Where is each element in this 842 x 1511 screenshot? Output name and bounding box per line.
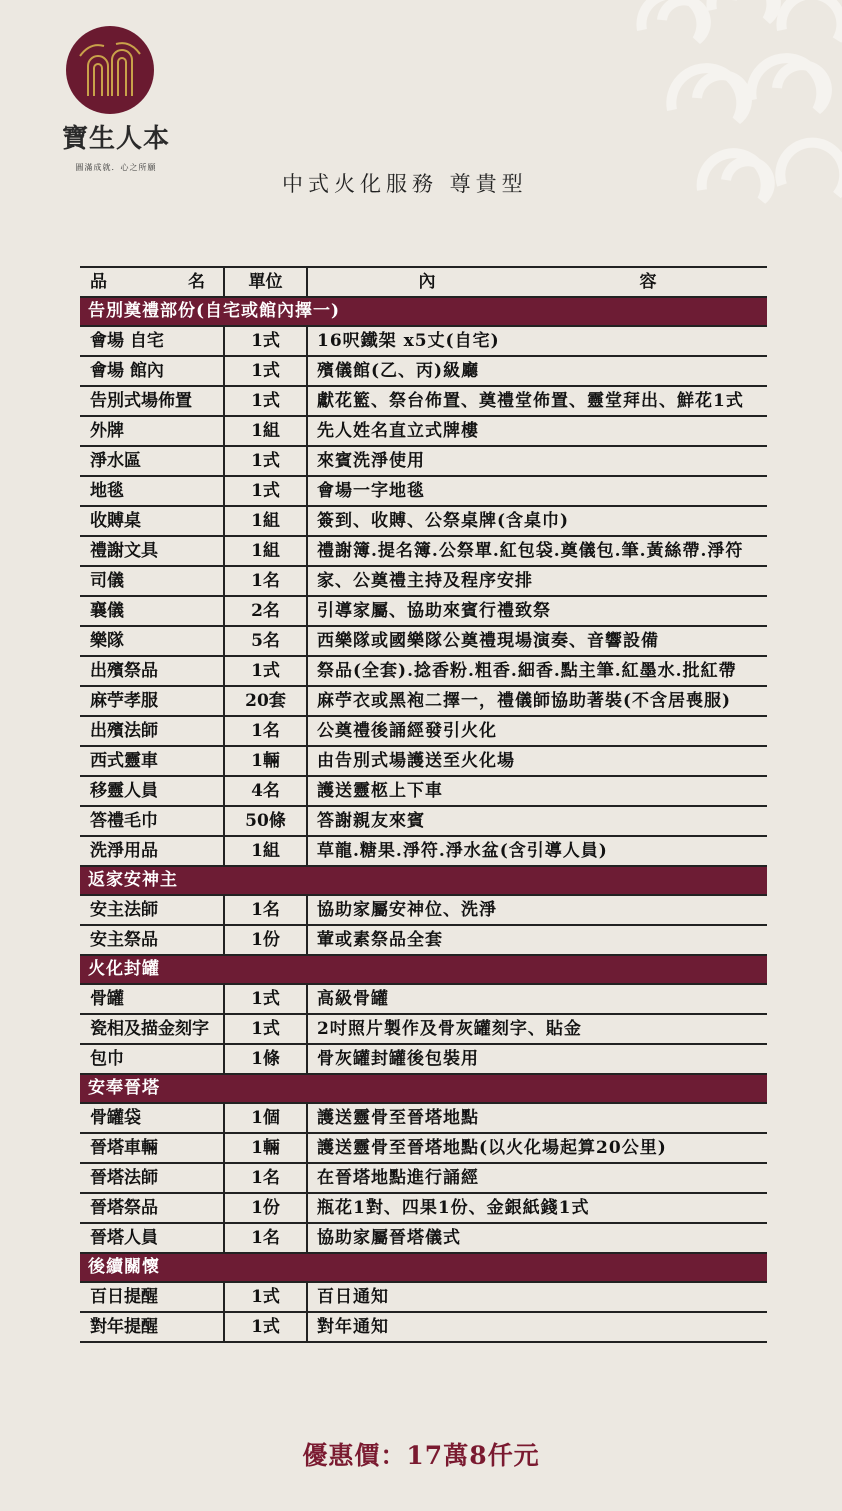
item-content: 草龍.糖果.淨符.淨水盆(含引導人員) <box>317 841 608 861</box>
item-name: 骨罐袋 <box>80 1104 225 1132</box>
brand-logo <box>56 26 176 186</box>
item-content: 引導家屬、協助來賓行禮致祭 <box>317 601 551 621</box>
item-name: 地毯 <box>80 477 225 505</box>
item-unit: 1式 <box>225 1283 308 1311</box>
item-unit: 1名 <box>225 567 308 595</box>
table-row <box>80 597 767 627</box>
item-content: 2吋照片製作及骨灰罐刻字、貼金 <box>317 1019 582 1039</box>
cloud-pattern-decoration <box>602 0 842 250</box>
item-content: 葷或素祭品全套 <box>317 930 443 950</box>
section-header: 返家安神主 <box>80 867 767 896</box>
discount-price: 優惠價：17萬8仟元 <box>302 1441 540 1470</box>
item-name: 收賻桌 <box>80 507 225 535</box>
item-name: 麻苧孝服 <box>80 687 225 715</box>
item-unit: 1組 <box>225 417 308 445</box>
item-unit: 1個 <box>225 1104 308 1132</box>
table-row <box>80 327 767 357</box>
table-row <box>80 926 767 956</box>
item-unit: 1名 <box>225 1164 308 1192</box>
item-name: 會場 自宅 <box>80 327 225 355</box>
service-table <box>80 266 767 1343</box>
item-content: 協助家屬晉塔儀式 <box>317 1228 461 1248</box>
section-header: 火化封罐 <box>80 956 767 985</box>
item-unit: 1式 <box>225 477 308 505</box>
item-name: 安主法師 <box>80 896 225 924</box>
item-content: 答謝親友來賓 <box>317 811 425 831</box>
item-unit: 1輛 <box>225 1134 308 1162</box>
item-unit: 1輛 <box>225 747 308 775</box>
header-content <box>308 268 767 296</box>
item-name: 瓷相及描金刻字 <box>80 1015 225 1043</box>
table-row <box>80 477 767 507</box>
item-unit: 1式 <box>225 357 308 385</box>
item-name: 外牌 <box>80 417 225 445</box>
table-row <box>80 837 767 867</box>
item-name: 晉塔法師 <box>80 1164 225 1192</box>
item-unit: 1名 <box>225 717 308 745</box>
header-item-char-1: 品 <box>90 272 107 292</box>
table-row <box>80 537 767 567</box>
table-row <box>80 1015 767 1045</box>
item-content: 簽到、收賻、公祭桌牌(含桌巾) <box>317 511 570 531</box>
header-unit: 單位 <box>225 268 308 296</box>
item-content: 來賓洗淨使用 <box>317 451 425 471</box>
table-row <box>80 985 767 1015</box>
item-content: 西樂隊或國樂隊公奠禮現場演奏、音響設備 <box>317 631 659 651</box>
table-row <box>80 1283 767 1313</box>
item-unit: 1組 <box>225 837 308 865</box>
table-row <box>80 1313 767 1343</box>
header-item <box>80 268 225 296</box>
section-header: 告別奠禮部份(自宅或館內擇一) <box>80 298 767 327</box>
item-name: 出殯祭品 <box>80 657 225 685</box>
table-row <box>80 896 767 926</box>
item-content: 護送靈骨至晉塔地點(以火化場起算20公里) <box>317 1138 667 1158</box>
item-content: 瓶花1對、四果1份、金銀紙錢1式 <box>317 1198 590 1218</box>
item-content: 護送靈柩上下車 <box>317 781 443 801</box>
table-row <box>80 807 767 837</box>
item-unit: 1式 <box>225 1313 308 1341</box>
item-unit: 1份 <box>225 926 308 954</box>
table-row <box>80 417 767 447</box>
logo-emblem <box>66 26 154 114</box>
item-content: 對年通知 <box>317 1317 389 1337</box>
item-unit: 1式 <box>225 657 308 685</box>
logo-swirl-icon <box>66 26 154 114</box>
brand-name: 寶生人本 <box>61 124 170 154</box>
item-unit: 20套 <box>225 687 308 715</box>
table-row <box>80 357 767 387</box>
item-unit: 50條 <box>225 807 308 835</box>
table-row <box>80 1045 767 1075</box>
item-name: 晉塔祭品 <box>80 1194 225 1222</box>
item-unit: 1名 <box>225 896 308 924</box>
item-name: 晉塔人員 <box>80 1224 225 1252</box>
item-unit: 1式 <box>225 387 308 415</box>
table-row <box>80 627 767 657</box>
table-row <box>80 1224 767 1254</box>
table-row <box>80 717 767 747</box>
item-content: 殯儀館(乙、丙)級廳 <box>317 361 480 381</box>
item-name: 百日提醒 <box>80 1283 225 1311</box>
item-content: 在晉塔地點進行誦經 <box>317 1168 479 1188</box>
brand-slogan: 圓滿成就．心之所願 <box>75 163 157 172</box>
item-unit: 1式 <box>225 985 308 1013</box>
table-row <box>80 1194 767 1224</box>
item-name: 答禮毛巾 <box>80 807 225 835</box>
item-name: 出殯法師 <box>80 717 225 745</box>
item-unit: 1組 <box>225 537 308 565</box>
item-name: 安主祭品 <box>80 926 225 954</box>
table-row <box>80 567 767 597</box>
item-name: 淨水區 <box>80 447 225 475</box>
item-name: 襄儀 <box>80 597 225 625</box>
item-unit: 1式 <box>225 447 308 475</box>
item-unit: 2名 <box>225 597 308 625</box>
table-row <box>80 657 767 687</box>
item-unit: 1名 <box>225 1224 308 1252</box>
item-content: 禮謝簿.提名簿.公祭單.紅包袋.奠儀包.筆.黃絲帶.淨符 <box>317 541 744 561</box>
item-content: 會場一字地毯 <box>317 481 425 501</box>
table-row <box>80 507 767 537</box>
item-content: 獻花籃、祭台佈置、奠禮堂佈置、靈堂拜出、鮮花1式 <box>317 391 744 411</box>
item-content: 護送靈骨至晉塔地點 <box>317 1108 479 1128</box>
table-row <box>80 747 767 777</box>
header-item-char-2: 名 <box>188 272 205 292</box>
table-header <box>80 268 767 298</box>
table-row <box>80 1164 767 1194</box>
item-name: 禮謝文具 <box>80 537 225 565</box>
item-unit: 1式 <box>225 327 308 355</box>
table-row <box>80 687 767 717</box>
item-name: 樂隊 <box>80 627 225 655</box>
item-content: 公奠禮後誦經發引火化 <box>317 721 497 741</box>
item-name: 晉塔車輛 <box>80 1134 225 1162</box>
item-content: 百日通知 <box>317 1287 389 1307</box>
table-row <box>80 447 767 477</box>
item-name: 包巾 <box>80 1045 225 1073</box>
header-content-char-2: 容 <box>639 272 658 292</box>
item-unit: 4名 <box>225 777 308 805</box>
header-content-char-1: 內 <box>418 272 437 292</box>
item-name: 移靈人員 <box>80 777 225 805</box>
item-content: 16呎鐵架 x5丈(自宅) <box>317 331 500 351</box>
item-name: 告別式場佈置 <box>80 387 225 415</box>
section-header: 後續關懷 <box>80 1254 767 1283</box>
item-content: 家、公奠禮主持及程序安排 <box>317 571 533 591</box>
item-name: 洗淨用品 <box>80 837 225 865</box>
item-name: 司儀 <box>80 567 225 595</box>
item-content: 麻苧衣或黑袍二擇一，禮儀師協助著裝(不含居喪服) <box>317 691 732 711</box>
item-unit: 1式 <box>225 1015 308 1043</box>
item-name: 西式靈車 <box>80 747 225 775</box>
item-content: 協助家屬安神位、洗淨 <box>317 900 497 920</box>
item-content: 祭品(全套).捻香粉.粗香.細香.點主筆.紅墨水.批紅帶 <box>317 661 737 681</box>
table-row <box>80 777 767 807</box>
item-unit: 5名 <box>225 627 308 655</box>
page-title: 中式火化服務 尊貴型 <box>282 172 528 196</box>
item-content: 骨灰罐封罐後包裝用 <box>317 1049 479 1069</box>
table-row <box>80 1104 767 1134</box>
item-content: 高級骨罐 <box>317 989 389 1009</box>
item-name: 骨罐 <box>80 985 225 1013</box>
table-row <box>80 387 767 417</box>
item-content: 由告別式場護送至火化場 <box>317 751 515 771</box>
item-name: 對年提醒 <box>80 1313 225 1341</box>
item-content: 先人姓名直立式牌樓 <box>317 421 479 441</box>
section-header: 安奉晉塔 <box>80 1075 767 1104</box>
table-row <box>80 1134 767 1164</box>
item-unit: 1條 <box>225 1045 308 1073</box>
item-name: 會場 館內 <box>80 357 225 385</box>
item-unit: 1組 <box>225 507 308 535</box>
item-unit: 1份 <box>225 1194 308 1222</box>
